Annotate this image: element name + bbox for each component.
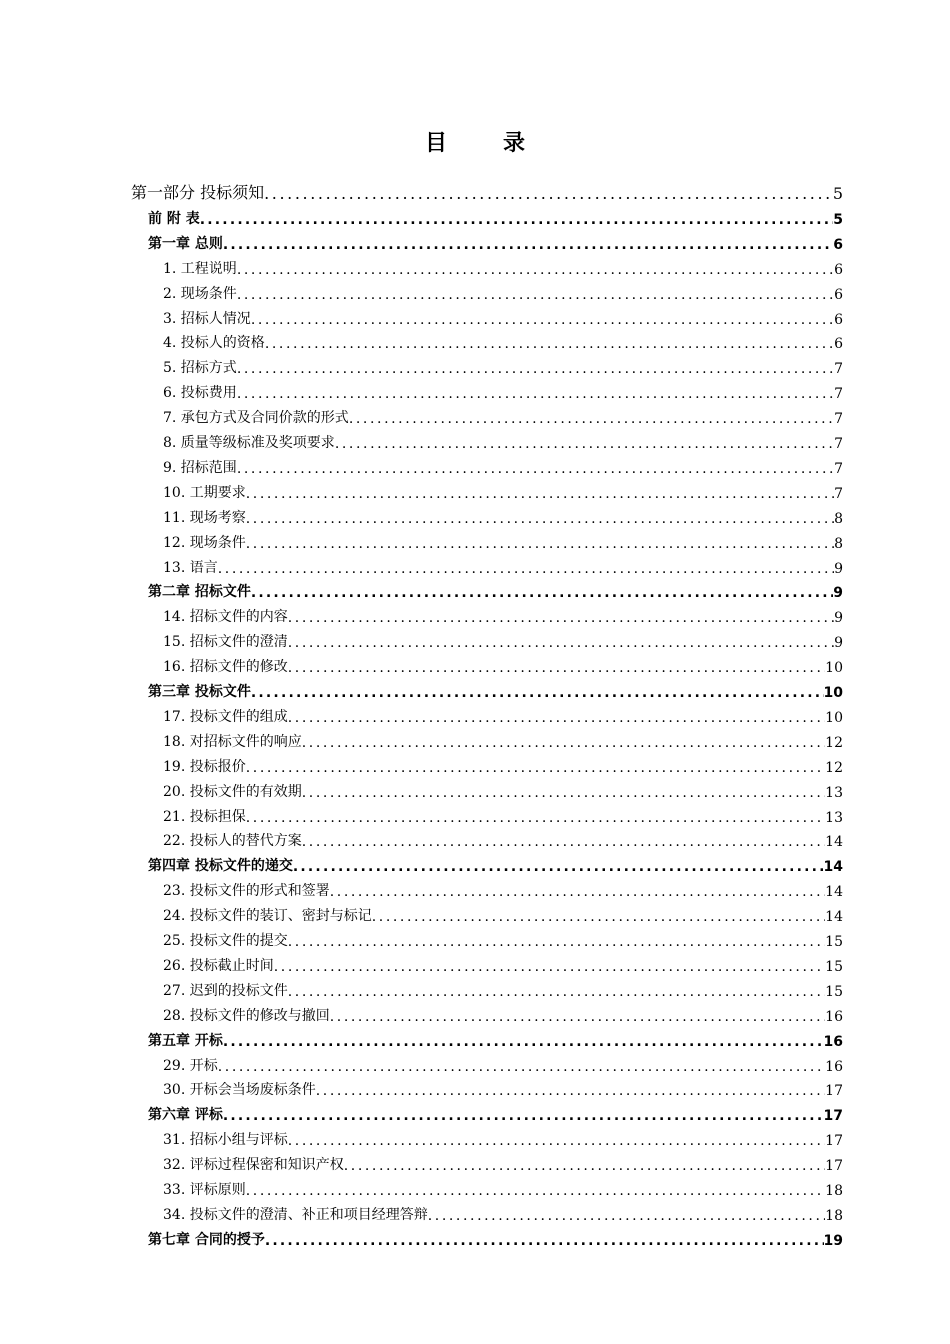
toc-entry-page-number: 7 xyxy=(834,485,843,502)
toc-entry-label: 11. 现场考察 xyxy=(163,509,246,526)
toc-entry-chapter[interactable] xyxy=(148,1225,843,1249)
toc-leader-dots xyxy=(246,511,834,527)
toc-entry-label: 3. 招标人情况 xyxy=(163,310,251,327)
toc-entry-item[interactable] xyxy=(163,1075,843,1099)
toc-entry-page-number: 12 xyxy=(825,759,843,776)
toc-entry-page-number: 8 xyxy=(834,510,843,527)
toc-entry-label: 14. 招标文件的内容 xyxy=(163,609,288,626)
toc-entry-label: 23. 投标文件的形式和签署 xyxy=(163,883,330,900)
toc-entry-item[interactable] xyxy=(163,453,843,477)
toc-entry-item[interactable] xyxy=(163,652,843,676)
toc-entry-item[interactable] xyxy=(163,951,843,975)
toc-entry-page-number: 13 xyxy=(825,784,843,801)
toc-leader-dots xyxy=(288,660,825,676)
toc-entry-page-number: 14 xyxy=(825,834,843,851)
toc-entry-page-number: 7 xyxy=(834,386,843,403)
toc-entry-label: 19. 投标报价 xyxy=(163,758,246,775)
toc-entry-item[interactable] xyxy=(163,1200,843,1224)
toc-entry-label: 17. 投标文件的组成 xyxy=(163,708,288,725)
toc-leader-dots xyxy=(246,810,825,826)
toc-entry-chapter[interactable] xyxy=(148,229,843,253)
toc-entry-page-number: 12 xyxy=(825,734,843,751)
toc-leader-dots xyxy=(330,884,825,900)
toc-entry-page-number: 17 xyxy=(825,1133,843,1150)
toc-entry-page-number: 5 xyxy=(832,184,843,203)
toc-entry-page-number: 17 xyxy=(825,1083,843,1100)
toc-entry-page-number: 10 xyxy=(823,685,843,701)
toc-entry-item[interactable] xyxy=(163,602,843,626)
toc-entry-page-number: 5 xyxy=(833,211,843,228)
toc-entry-item[interactable] xyxy=(163,328,843,352)
toc-entry-item[interactable] xyxy=(163,1175,843,1199)
toc-leader-dots xyxy=(246,760,825,776)
toc-entry-label: 30. 开标会当场废标条件 xyxy=(163,1082,316,1099)
toc-entry-label: 前 附 表 xyxy=(148,210,200,227)
toc-leader-dots xyxy=(372,909,825,925)
toc-entry-label: 5. 招标方式 xyxy=(163,360,237,377)
toc-entry-label: 25. 投标文件的提交 xyxy=(163,933,288,949)
toc-entry-label: 第一部分 投标须知 xyxy=(131,183,265,202)
toc-entry-item[interactable] xyxy=(163,503,843,527)
toc-entry-label: 8. 质量等级标准及奖项要求 xyxy=(163,435,335,451)
toc-entry-label: 1. 工程说明 xyxy=(163,260,237,277)
toc-entry-page-number: 15 xyxy=(825,983,843,1000)
toc-entry-label: 32. 评标过程保密和知识产权 xyxy=(163,1157,344,1174)
toc-entry-page-number: 9 xyxy=(834,560,843,577)
toc-leader-dots xyxy=(237,361,834,377)
toc-entry-page-number: 14 xyxy=(825,909,843,926)
toc-entry-item[interactable] xyxy=(163,901,843,925)
toc-leader-dots xyxy=(246,536,834,552)
toc-entry-item[interactable] xyxy=(163,1051,843,1075)
toc-entry-item[interactable] xyxy=(163,826,843,850)
toc-entry-label: 6. 投标费用 xyxy=(163,385,237,402)
toc-entry-label: 24. 投标文件的装订、密封与标记 xyxy=(163,908,372,925)
toc-entry-label: 第六章 评标 xyxy=(148,1107,223,1124)
toc-title-char-2: 录 xyxy=(503,131,526,156)
toc-entry-label: 第七章 合同的授予 xyxy=(148,1231,265,1248)
toc-entry-item[interactable] xyxy=(163,279,843,303)
toc-leader-dots xyxy=(288,610,834,626)
toc-entry-page-number: 7 xyxy=(834,411,843,428)
toc-entry-label: 27. 迟到的投标文件 xyxy=(163,982,288,999)
toc-entry-item[interactable] xyxy=(163,553,843,577)
toc-entry-label: 10. 工期要求 xyxy=(163,484,246,501)
toc-leader-dots xyxy=(237,386,834,402)
toc-leader-dots xyxy=(237,461,834,477)
toc-leader-dots xyxy=(344,1158,825,1174)
toc-leader-dots xyxy=(265,1233,824,1249)
toc-leader-dots xyxy=(237,262,834,278)
toc-leader-dots xyxy=(302,834,825,850)
toc-leader-dots xyxy=(200,212,834,228)
toc-entry-item[interactable] xyxy=(163,752,843,776)
toc-leader-dots xyxy=(288,984,825,1000)
toc-leader-dots xyxy=(246,1183,825,1199)
toc-entry-part[interactable] xyxy=(131,179,843,203)
toc-leader-dots xyxy=(223,1034,824,1050)
toc-entry-item[interactable] xyxy=(163,627,843,651)
toc-entry-page-number: 7 xyxy=(834,361,843,378)
toc-entry-chapter[interactable] xyxy=(148,204,843,228)
toc-entry-chapter[interactable] xyxy=(148,851,843,875)
toc-entry-label: 2. 现场条件 xyxy=(163,285,237,302)
toc-entry-item[interactable] xyxy=(163,802,843,826)
toc-entry-page-number: 9 xyxy=(834,610,843,627)
toc-entry-label: 28. 投标文件的修改与撤回 xyxy=(163,1007,330,1024)
toc-entry-item[interactable] xyxy=(163,926,843,950)
toc-entry-label: 13. 语言 xyxy=(163,559,218,576)
toc-entry-page-number: 17 xyxy=(823,1108,843,1125)
toc-entry-item[interactable] xyxy=(163,378,843,402)
toc-entry-page-number: 15 xyxy=(825,958,843,975)
toc-entry-item[interactable] xyxy=(163,403,843,427)
toc-leader-dots xyxy=(274,959,825,975)
toc-entry-page-number: 16 xyxy=(823,1033,843,1050)
toc-entry-item[interactable] xyxy=(163,353,843,377)
toc-entry-label: 第三章 投标文件 xyxy=(148,684,251,700)
toc-entry-label: 21. 投标担保 xyxy=(163,808,246,825)
toc-leader-dots xyxy=(246,486,834,502)
toc-leader-dots xyxy=(237,287,834,303)
toc-leader-dots xyxy=(335,436,834,452)
toc-entry-page-number: 9 xyxy=(833,585,843,602)
toc-entry-page-number: 10 xyxy=(825,660,843,677)
toc-entry-item[interactable] xyxy=(163,1001,843,1025)
toc-entry-label: 第一章 总则 xyxy=(148,235,223,252)
toc-entry-page-number: 16 xyxy=(825,1008,843,1025)
toc-entry-page-number: 9 xyxy=(834,635,843,652)
toc-entry-label: 12. 现场条件 xyxy=(163,534,246,551)
toc-entry-item[interactable] xyxy=(163,727,843,751)
toc-entry-page-number: 18 xyxy=(825,1207,843,1224)
toc-leader-dots xyxy=(265,336,834,352)
toc-entry-page-number: 15 xyxy=(825,934,843,950)
toc-leader-dots xyxy=(223,237,833,253)
toc-leader-dots xyxy=(302,735,825,751)
toc-entry-label: 33. 评标原则 xyxy=(163,1182,246,1198)
toc-leader-dots xyxy=(428,1208,825,1224)
toc-entry-page-number: 16 xyxy=(825,1058,843,1075)
toc-entry-item[interactable] xyxy=(163,304,843,328)
toc-entry-item[interactable] xyxy=(163,1150,843,1174)
toc-entry-page-number: 13 xyxy=(825,809,843,826)
toc-entry-label: 34. 投标文件的澄清、补正和项目经理答辩 xyxy=(163,1206,428,1223)
toc-entry-item[interactable] xyxy=(163,478,843,502)
toc-entry-chapter[interactable] xyxy=(148,1026,843,1050)
toc-entry-page-number: 17 xyxy=(825,1158,843,1175)
toc-entry-item[interactable] xyxy=(163,428,843,452)
toc-entry-label: 15. 招标文件的澄清 xyxy=(163,634,288,651)
toc-entry-page-number: 14 xyxy=(825,884,843,901)
toc-entry-label: 第二章 招标文件 xyxy=(148,584,251,601)
toc-entry-page-number: 6 xyxy=(834,311,843,328)
toc-entry-label: 16. 招标文件的修改 xyxy=(163,659,288,676)
toc-entry-page-number: 6 xyxy=(834,286,843,303)
toc-leader-dots xyxy=(251,685,824,701)
toc-title-char-1: 目 xyxy=(424,131,447,156)
toc-title xyxy=(0,126,950,157)
toc-entry-page-number: 18 xyxy=(825,1183,843,1199)
toc-leader-dots xyxy=(288,710,825,726)
toc-entry-item[interactable] xyxy=(163,777,843,801)
toc-entry-page-number: 8 xyxy=(834,535,843,552)
toc-entry-label: 18. 对招标文件的响应 xyxy=(163,733,302,750)
toc-leader-dots xyxy=(349,411,834,427)
toc-entry-label: 9. 招标范围 xyxy=(163,459,237,476)
toc-entry-page-number: 6 xyxy=(834,336,843,353)
toc-entry-page-number: 14 xyxy=(823,859,843,876)
toc-leader-dots xyxy=(288,1133,825,1149)
toc-leader-dots xyxy=(288,635,834,651)
toc-entry-page-number: 19 xyxy=(823,1232,843,1249)
toc-leader-dots xyxy=(223,1108,824,1124)
toc-entry-item[interactable] xyxy=(163,976,843,1000)
toc-entry-page-number: 6 xyxy=(834,261,843,278)
toc-entry-page-number: 7 xyxy=(834,460,843,477)
toc-entry-label: 4. 投标人的资格 xyxy=(163,335,265,352)
toc-entry-item[interactable] xyxy=(163,702,843,726)
toc-leader-dots xyxy=(218,1059,825,1075)
toc-entry-label: 20. 投标文件的有效期 xyxy=(163,783,302,800)
toc-entry-page-number: 10 xyxy=(825,709,843,726)
toc-entry-label: 第四章 投标文件的递交 xyxy=(148,858,293,875)
toc-entry-item[interactable] xyxy=(163,1125,843,1149)
toc-leader-dots xyxy=(251,312,834,328)
toc-leader-dots xyxy=(264,184,833,203)
toc-entry-label: 26. 投标截止时间 xyxy=(163,957,274,974)
toc-leader-dots xyxy=(316,1083,825,1099)
toc-leader-dots xyxy=(251,585,833,601)
toc-leader-dots xyxy=(218,561,834,577)
toc-entry-item[interactable] xyxy=(163,876,843,900)
toc-entry-chapter[interactable] xyxy=(148,1100,843,1124)
toc-entry-chapter[interactable] xyxy=(148,677,843,701)
toc-entry-label: 29. 开标 xyxy=(163,1057,218,1074)
toc-entry-label: 第五章 开标 xyxy=(148,1032,223,1049)
toc-leader-dots xyxy=(293,859,824,875)
toc-leader-dots xyxy=(330,1009,825,1025)
toc-entry-item[interactable] xyxy=(163,254,843,278)
toc-entry-item[interactable] xyxy=(163,528,843,552)
toc-entry-label: 7. 承包方式及合同价款的形式 xyxy=(163,410,349,427)
toc-entry-page-number: 7 xyxy=(834,436,843,452)
toc-entry-label: 31. 招标小组与评标 xyxy=(163,1132,288,1149)
toc-leader-dots xyxy=(288,934,825,950)
toc-entry-page-number: 6 xyxy=(833,236,843,253)
toc-entry-chapter[interactable] xyxy=(148,577,843,601)
toc-entry-label: 22. 投标人的替代方案 xyxy=(163,833,302,850)
toc-leader-dots xyxy=(302,785,825,801)
